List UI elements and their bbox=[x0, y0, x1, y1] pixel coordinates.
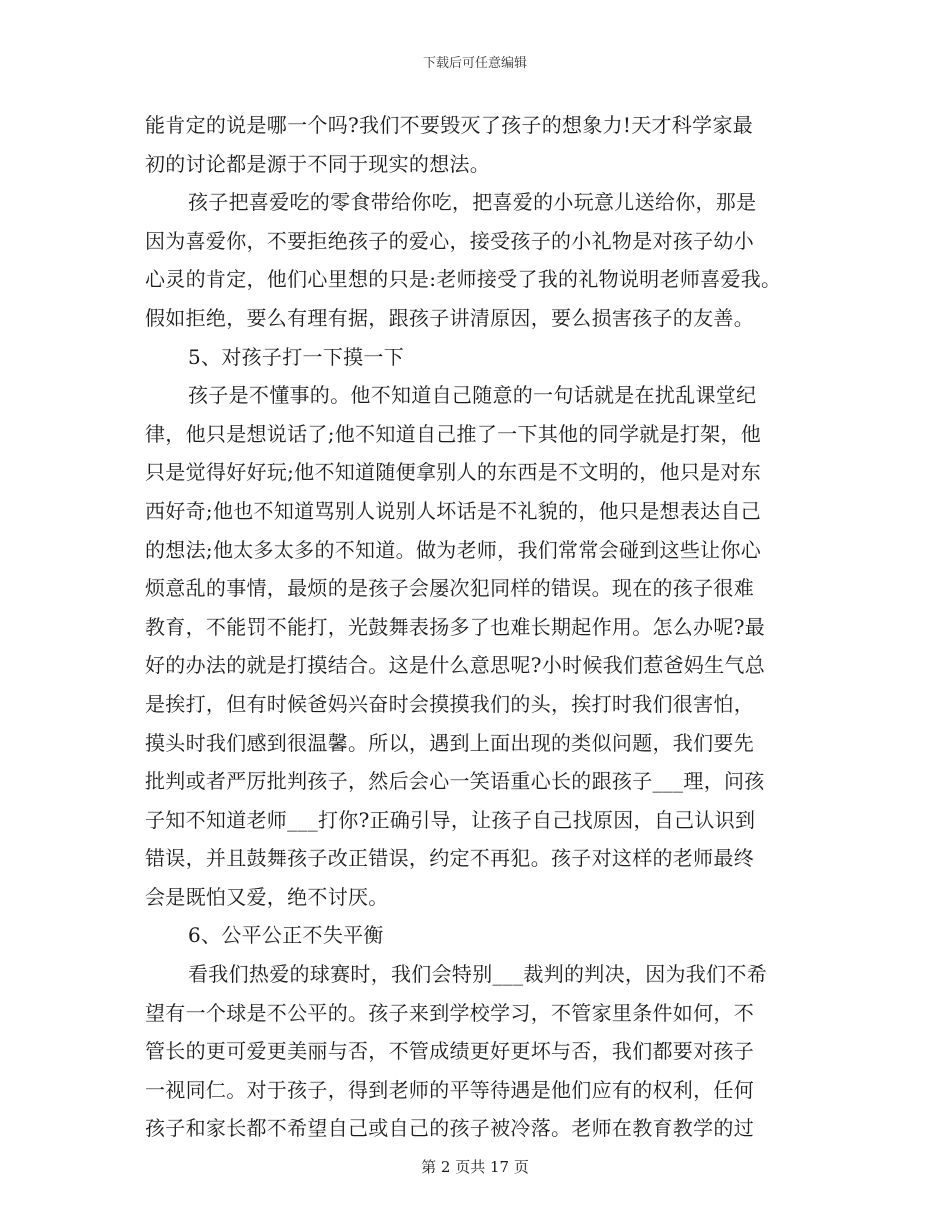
text-line: 教育，不能罚不能打，光鼓舞表扬多了也难长期起作用。怎么办呢?最 bbox=[145, 614, 766, 639]
text-line: 初的讨论都是源于不同于现实的想法。 bbox=[145, 151, 491, 176]
text-line: 孩子是不懂事的。他不知道自己随意的一句话就是在扰乱课堂纪 bbox=[188, 383, 757, 408]
text-line: 孩子把喜爱吃的零食带给你吃，把喜爱的小玩意儿送给你，那是 bbox=[188, 190, 757, 215]
text-line: 心灵的肯定，他们心里想的只是:老师接受了我的礼物说明老师喜爱我。 bbox=[145, 267, 782, 292]
text-line: 错误，并且鼓舞孩子改正错误，约定不再犯。孩子对这样的老师最终 bbox=[145, 846, 754, 871]
text-line: 律，他只是想说话了;他不知道自己推了一下其他的同学就是打架，他 bbox=[145, 421, 762, 446]
body-text bbox=[145, 106, 825, 1148]
text-line: 烦意乱的事情，最烦的是孩子会屡次犯同样的错误。现在的孩子很难 bbox=[145, 576, 754, 601]
text-line: 6、公平公正不失平衡 bbox=[188, 923, 384, 948]
text-line: 只是觉得好好玩;他不知道随便拿别人的东西是不文明的，他只是对东 bbox=[145, 460, 762, 485]
page-footer: 第 2 页共 17 页 bbox=[421, 1158, 529, 1176]
text-line: 能肯定的说是哪一个吗?我们不要毁灭了孩子的想象力!天才科学家最 bbox=[145, 113, 754, 137]
text-line: 的想法;他太多太多的不知道。做为老师，我们常常会碰到这些让你心 bbox=[145, 537, 762, 562]
text-line: 望有一个球是不公平的。孩子来到学校学习，不管家里条件如何，不 bbox=[145, 1000, 754, 1025]
text-line: 会是既怕又爱，绝不讨厌。 bbox=[145, 884, 389, 909]
page-header: 下载后可任意编辑 bbox=[422, 56, 527, 71]
text-line: 孩子和家长都不希望自己或自己的孩子被冷落。老师在教育教学的过 bbox=[145, 1116, 754, 1141]
text-line: 5、对孩子打一下摸一下 bbox=[188, 344, 405, 369]
text-line: 好的办法的就是打摸结合。这是什么意思呢?小时候我们惹爸妈生气总 bbox=[145, 653, 766, 678]
text-line: 是挨打，但有时候爸妈兴奋时会摸摸我们的头，挨打时我们很害怕， bbox=[145, 691, 754, 716]
text-line: 西好奇;他也不知道骂别人说别人坏话是不礼貌的，他只是想表达自己 bbox=[145, 498, 762, 523]
text-line: 摸头时我们感到很温馨。所以，遇到上面出现的类似问题，我们要先 bbox=[145, 730, 754, 755]
text-line: 批判或者严厉批判孩子，然后会心一笑语重心长的跟孩子___理，问孩 bbox=[145, 769, 765, 794]
text-line: 一视同仁。对于孩子，得到老师的平等待遇是他们应有的权利，任何 bbox=[145, 1077, 754, 1102]
text-line: 假如拒绝，要么有理有据，跟孩子讲清原因，要么损害孩子的友善。 bbox=[145, 305, 754, 330]
text-line: 管长的更可爱更美丽与否，不管成绩更好更坏与否，我们都要对孩子 bbox=[145, 1039, 754, 1064]
text-line: 因为喜爱你，不要拒绝孩子的爱心，接受孩子的小礼物是对孩子幼小 bbox=[145, 228, 754, 253]
text-line: 子知不知道老师___打你?正确引导，让孩子自己找原因，自己认识到 bbox=[145, 807, 756, 832]
text-line: 看我们热爱的球赛时，我们会特别___裁判的判决，因为我们不希 bbox=[188, 962, 767, 987]
